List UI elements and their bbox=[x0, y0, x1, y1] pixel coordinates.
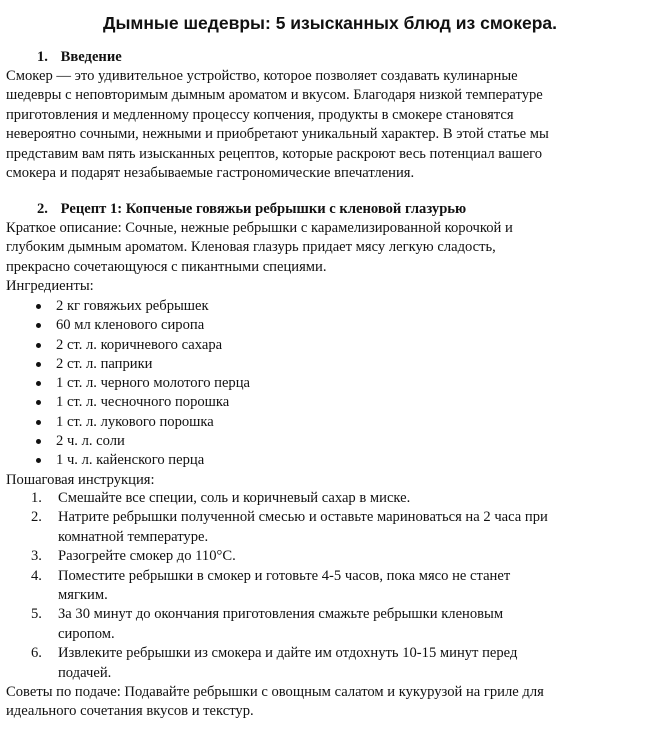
list-item bbox=[6, 297, 646, 316]
paragraph-line: представим вам пять изысканных рецептов, которые раскроют весь потенциал вашего bbox=[6, 145, 543, 162]
ingredient-text: 1 ч. л. кайенского перца bbox=[56, 452, 205, 469]
section-number: 2. bbox=[37, 201, 48, 217]
ingredient-text: 60 мл кленового сиропа bbox=[56, 317, 205, 334]
step-number: 6. bbox=[31, 645, 42, 662]
list-item bbox=[6, 316, 646, 335]
bullet-icon bbox=[36, 381, 41, 386]
step-text: мягким. bbox=[58, 587, 108, 604]
step-number: 4. bbox=[31, 567, 42, 584]
paragraph-line: Краткое описание: Сочные, нежные ребрышки с карамелизированной корочкой и bbox=[6, 220, 513, 236]
list-item bbox=[6, 451, 646, 470]
paragraph-line: прекрасно сочетающуюся с пикантными специями. bbox=[6, 258, 327, 275]
paragraph-line: глубоким дымным ароматом. Кленовая глазурь придает мясу легкую сладость, bbox=[6, 239, 496, 256]
bullet-icon bbox=[36, 400, 41, 405]
ingredients-list bbox=[6, 297, 646, 490]
section-heading-text: Введение bbox=[60, 49, 122, 65]
bullet-icon bbox=[36, 304, 41, 309]
recipe-description bbox=[6, 219, 646, 297]
list-item bbox=[6, 393, 646, 412]
list-item bbox=[6, 336, 646, 355]
bullet-icon bbox=[36, 323, 41, 328]
section-heading-recipe-1 bbox=[37, 200, 466, 219]
step-number: 3. bbox=[31, 548, 42, 565]
section-heading-text: Рецепт 1: Копченые говяжьи ребрышки с кленовой глазурью bbox=[60, 201, 467, 217]
list-item bbox=[6, 644, 646, 683]
step-number: 1. bbox=[31, 490, 42, 506]
paragraph-line: Смокер — это удивительное устройство, которое позволяет создавать кулинарные bbox=[6, 68, 518, 84]
introduction-paragraph bbox=[6, 67, 646, 183]
steps-label: Пошаговая инструкция: bbox=[6, 471, 155, 488]
paragraph-line: идеального сочетания вкусов и текстур. bbox=[6, 703, 254, 720]
list-item bbox=[6, 374, 646, 393]
step-text: Поместите ребрышки в смокер и готовьте 4-5 часов, пока мясо не станет bbox=[58, 567, 511, 584]
step-text: Извлеките ребрышки из смокера и дайте им отдохнуть 10-15 минут перед bbox=[58, 645, 518, 662]
list-item bbox=[6, 489, 646, 508]
document-title: Дымные шедевры: 5 изысканных блюд из смокера. bbox=[102, 13, 558, 33]
ingredient-text: 2 ч. л. соли bbox=[56, 433, 125, 450]
ingredient-text: 1 ст. л. черного молотого перца bbox=[56, 375, 251, 392]
paragraph-line: смокера и подарят незабываемые гастрономические впечатления. bbox=[6, 165, 415, 182]
bullet-icon bbox=[36, 439, 41, 444]
step-text: Натрите ребрышки полученной смесью и оставьте мариноваться на 2 часа при bbox=[58, 509, 548, 526]
step-text: комнатной температуре. bbox=[58, 528, 209, 545]
paragraph-line: приготовления и медленному процессу копчения, продукты в смокере становятся bbox=[6, 106, 514, 123]
paragraph-line: Советы по подаче: Подавайте ребрышки с овощным салатом и кукурузой на гриле для bbox=[6, 684, 544, 701]
step-text: Смешайте все специи, соль и коричневый сахар в миске. bbox=[58, 490, 411, 506]
list-item bbox=[6, 432, 646, 451]
ingredients-label: Ингредиенты: bbox=[6, 278, 94, 295]
section-number: 1. bbox=[37, 49, 48, 65]
bullet-icon bbox=[36, 458, 41, 463]
list-item bbox=[6, 355, 646, 374]
paragraph-line: шедевры с неповторимым дымным ароматом и вкусом. Благодаря низкой температуре bbox=[6, 87, 543, 104]
list-item bbox=[6, 547, 646, 566]
step-number: 5. bbox=[31, 606, 42, 623]
bullet-icon bbox=[36, 420, 41, 425]
list-item bbox=[6, 605, 646, 644]
ingredient-text: 2 ст. л. коричневого сахара bbox=[56, 336, 223, 353]
bullet-icon bbox=[36, 343, 41, 348]
ingredient-text: 1 ст. л. чесночного порошка bbox=[56, 394, 230, 411]
list-item bbox=[6, 508, 646, 547]
ingredient-text: 1 ст. л. лукового порошка bbox=[56, 413, 214, 430]
bullet-icon bbox=[36, 362, 41, 367]
ingredient-text: 2 ст. л. паприки bbox=[56, 355, 153, 372]
ingredient-text: 2 кг говяжьих ребрышек bbox=[56, 298, 209, 314]
paragraph-line: невероятно сочными, нежными и приобретают уникальный характер. В этой статье мы bbox=[6, 126, 549, 143]
step-text: За 30 минут до окончания приготовления смажьте ребрышки кленовым bbox=[58, 606, 504, 623]
step-text: сиропом. bbox=[58, 625, 115, 642]
step-text: подачей. bbox=[58, 664, 112, 681]
steps-list bbox=[6, 489, 646, 722]
list-item bbox=[6, 567, 646, 606]
step-text: Разогрейте смокер до 110°C. bbox=[58, 548, 236, 565]
list-item bbox=[6, 413, 646, 432]
step-number: 2. bbox=[31, 509, 42, 526]
section-heading-introduction bbox=[37, 48, 122, 67]
serving-tips bbox=[6, 683, 646, 722]
